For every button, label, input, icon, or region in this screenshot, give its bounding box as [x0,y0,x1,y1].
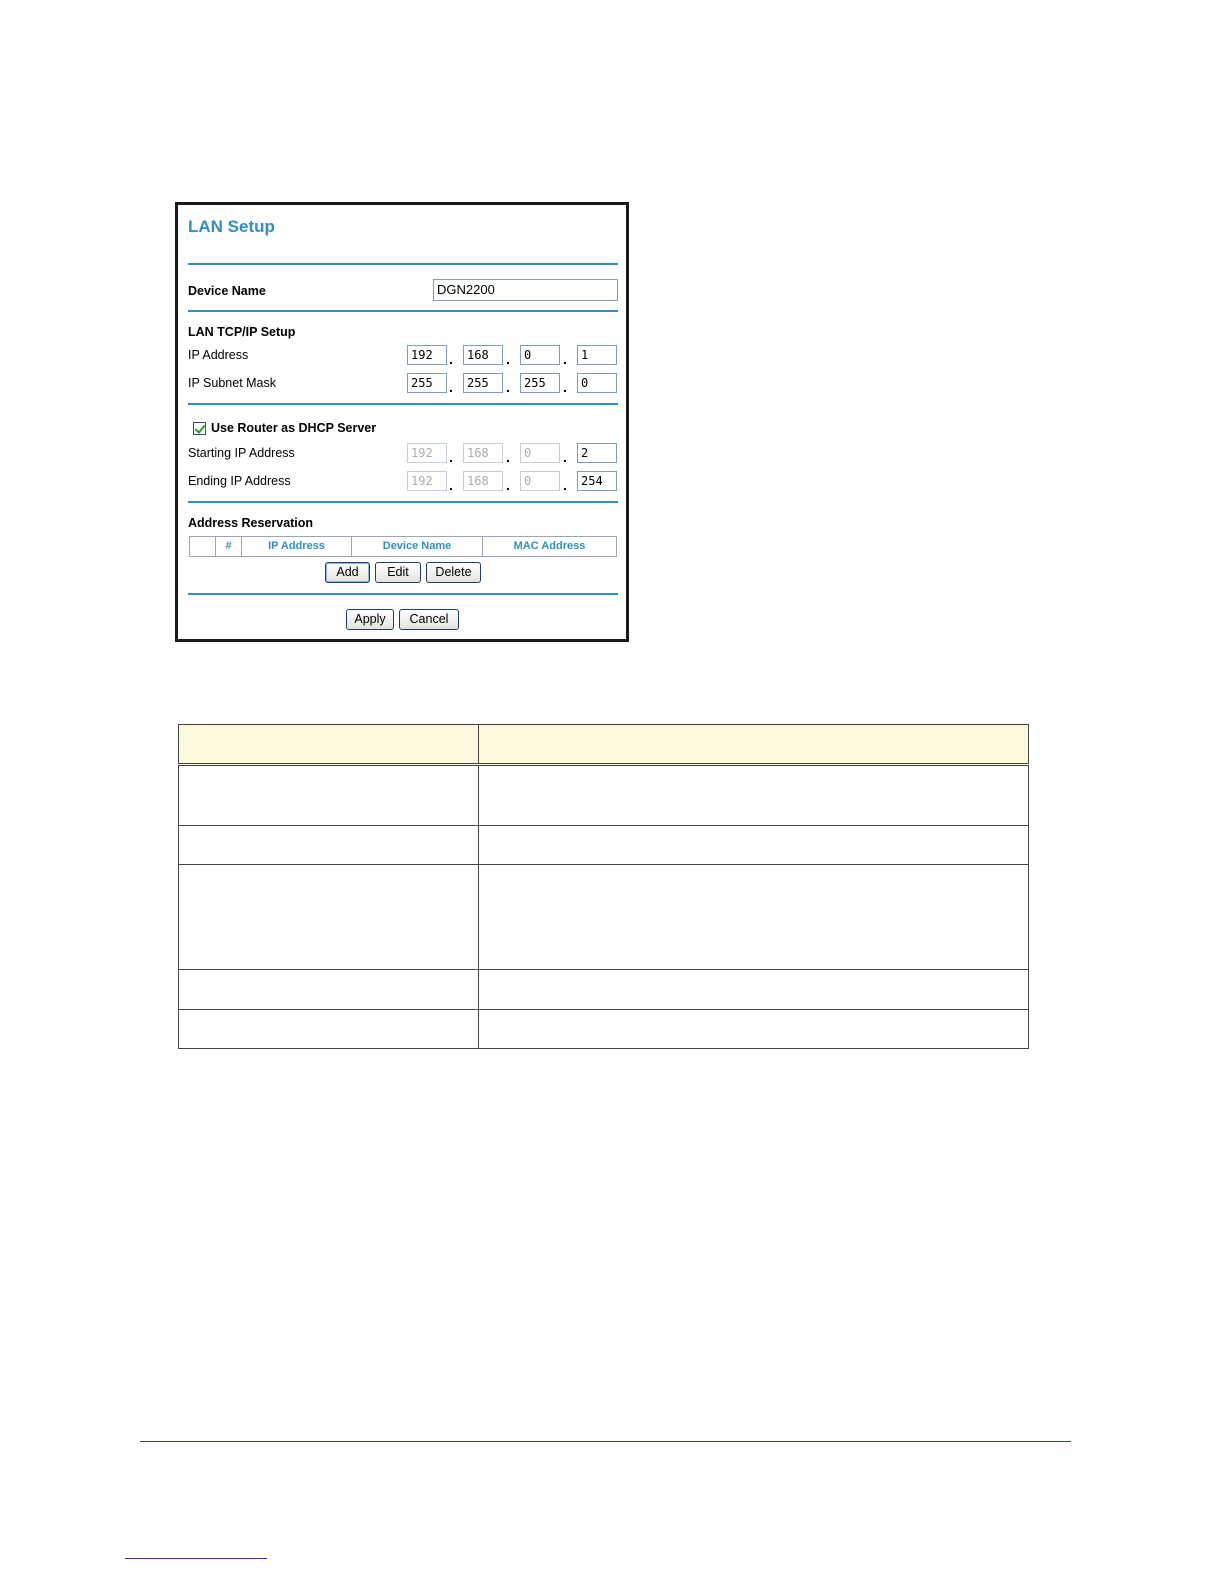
table-cell [179,970,479,1010]
table-row [179,826,1029,865]
cancel-button[interactable]: Cancel [399,609,459,630]
column-device-name: Device Name [352,537,483,556]
add-button[interactable]: Add [325,562,370,583]
delete-button[interactable]: Delete [426,562,481,583]
subnet-mask-octet-3[interactable]: 255 [520,373,560,393]
table-cell [479,826,1029,865]
table-row [179,865,1029,970]
ending-ip-octet-1: 192 [407,471,447,491]
device-name-label: Device Name [188,284,266,298]
divider [188,501,618,503]
ip-address-octet-4[interactable]: 1 [577,345,617,365]
subnet-mask-octet-1[interactable]: 255 [407,373,447,393]
edit-button[interactable]: Edit [375,562,421,583]
lan-tcpip-heading: LAN TCP/IP Setup [188,325,296,339]
starting-ip-octet-3: 0 [520,443,560,463]
column-select [190,537,216,556]
starting-ip-octet-2: 168 [463,443,503,463]
table-header-cell [479,725,1029,765]
ending-ip-octet-2: 168 [463,471,503,491]
ip-address-label: IP Address [188,348,249,362]
table-cell [479,765,1029,826]
footer-link-underline[interactable] [125,1558,267,1559]
table-cell [179,765,479,826]
divider [188,310,618,312]
lan-setup-panel: LAN Setup Device Name DGN2200 LAN TCP/IP Setup IP Address 192 . 168 . 0 . 1 IP Subnet Mask 255 . 255 . 255 . 0 Use Router as DHCP Server Starting IP Address 192 . 168 . 0 . 2 Ending IP Address 192 . 168 . 0 . 254 Address Reservation # IP Address Device Name MAC Address Add Edit Delete Apply Cancel [175,202,629,642]
address-reservation-heading: Address Reservation [188,516,314,530]
apply-button[interactable]: Apply [346,609,394,630]
footer-rule [140,1441,1071,1442]
divider [188,263,618,265]
ending-ip-label: Ending IP Address [188,474,291,488]
starting-ip-octet-1: 192 [407,443,447,463]
dhcp-server-label: Use Router as DHCP Server [211,421,377,435]
ip-address-octet-2[interactable]: 168 [463,345,503,365]
ending-ip-octet-3: 0 [520,471,560,491]
divider [188,593,618,595]
device-name-input[interactable]: DGN2200 [433,279,618,301]
dhcp-server-checkbox[interactable] [193,422,206,435]
subnet-mask-octet-4[interactable]: 0 [577,373,617,393]
table-header-row [179,725,1029,765]
table-header-cell [179,725,479,765]
column-mac-address: MAC Address [513,540,586,552]
column-ip-address: IP Address [242,537,352,556]
table-cell [179,865,479,970]
starting-ip-octet-4[interactable]: 2 [577,443,617,463]
ending-ip-octet-4[interactable]: 254 [577,471,617,491]
table-cell [179,826,479,865]
table-cell [479,865,1029,970]
table-cell [479,970,1029,1010]
ip-address-octet-1[interactable]: 192 [407,345,447,365]
table-row [179,970,1029,1010]
ip-address-octet-3[interactable]: 0 [520,345,560,365]
reservation-table-header [189,536,617,557]
subnet-mask-octet-2[interactable]: 255 [463,373,503,393]
settings-description-table [178,724,1029,1049]
starting-ip-label: Starting IP Address [188,446,295,460]
divider [188,403,618,405]
table-row [179,765,1029,826]
table-row [179,1010,1029,1049]
subnet-mask-label: IP Subnet Mask [188,376,277,390]
column-number: # [216,537,242,556]
page-title: LAN Setup [188,217,275,236]
table-cell [179,1010,479,1049]
table-cell [479,1010,1029,1049]
